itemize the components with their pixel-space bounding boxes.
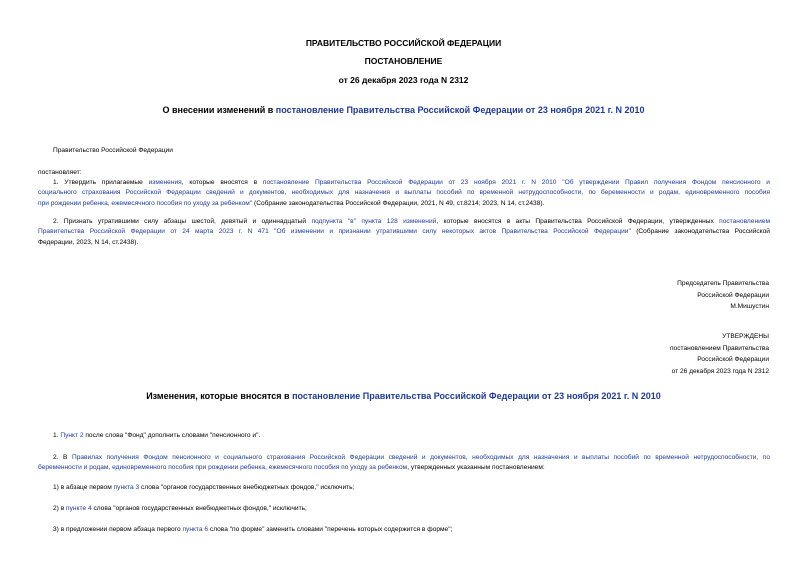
document-type: ПОСТАНОВЛЕНИЕ bbox=[364, 56, 443, 66]
preamble-government: Правительство Российской Федерации bbox=[53, 147, 173, 154]
government-heading: ПРАВИТЕЛЬСТВО РОССИЙСКОЙ ФЕДЕРАЦИИ bbox=[305, 38, 502, 48]
title-link-resolution[interactable]: постановление Правительства Российской Федерации от 23 ноября 2021 г. N 2010 bbox=[275, 105, 645, 115]
link-point-4[interactable]: пункте 4 bbox=[66, 505, 92, 512]
link-changes[interactable]: изменения bbox=[148, 179, 182, 186]
link-resolution-2010[interactable]: постановление Правительства Российской Федерации от 23 ноября 2021 г. N 2010 "Об утверждении Правил получения Фондом пенсионного и bbox=[262, 179, 770, 186]
link-point-6[interactable]: пункта 6 bbox=[182, 526, 209, 533]
signature-position-1: Председатель Правительства bbox=[677, 280, 769, 287]
paragraph-1: 1. Утвердить прилагаемые изменения, которые вносятся в постановление Правительства Российской Федерации от 23 ноября 2021 г. N 2010 "Об утверждении Правил получения Фондом пенсионного и социального страхования Российской Федерации сведений и документов, необходимых для назначения и выплаты пособий по временной нетрудоспособности, по беременности и родам, единовременного пособия при рождении ребенка, ежемесячного пособия по уходу за ребенком" (Собрание законодательства Российской Федерации, 2021, N 49, ст.8214; 2023, N 14, ст.2438). bbox=[38, 179, 770, 207]
title-prefix: О внесении изменений в bbox=[162, 105, 276, 115]
preamble-decides: постановляет: bbox=[38, 169, 82, 176]
paragraph-2: 2. Признать утратившими силу абзацы шестой, девятый и одиннадцатый подпункта "в" пункта 128 изменений, которые вносятся в акты Правительства Российской Федерации, утвержденных постановлением Правительства Российской Федерации от 24 марта 2023 г. N 471 "Об изменении и признании утратившими силу некоторых актов Правительства Российской Федерации" (Собрание законодательства Российской Федерации, 2023, N 14, ст.2438). bbox=[38, 218, 770, 246]
link-resolution-2010-cont[interactable]: социального страхования Российской Федерации сведений и документов, необходимых для назначения и выплаты пособий по временной нетрудоспособности, по беременности и родам, единовременного пособия bbox=[38, 189, 770, 197]
link-rules[interactable]: Правилах получения Фондом пенсионного и социального страхования Российской Федерации сведений и документов, необходимых для назначения и выплаты пособий по временной нетрудоспособности, по bbox=[71, 454, 770, 461]
approved-line-3: от 26 декабря 2023 года N 2312 bbox=[671, 367, 769, 375]
link-rules-cont[interactable]: беременности и родам, единовременного пособия при рождении ребенка, ежемесячного пособия по уходу за ребенком bbox=[38, 464, 408, 472]
changes-title-prefix: Изменения, которые вносятся в bbox=[146, 391, 293, 401]
approved-label: УТВЕРЖДЕНЫ bbox=[722, 333, 769, 340]
document-title bbox=[0, 105, 807, 115]
approved-line-2: Российской Федерации bbox=[697, 356, 769, 363]
subitem-3: 3) в предложении первом абзаца первого пункта 6 слова "по форме" заменить словами "перечень которых содержится в форме"; bbox=[53, 526, 453, 533]
link-item-2[interactable]: Пункт 2 bbox=[60, 432, 84, 439]
signature-position-2: Российской Федерации bbox=[697, 291, 769, 299]
change-item-2: 2. В Правилах получения Фондом пенсионного и социального страхования Российской Федерации сведений и документов, необходимых для назначения и выплаты пособий по временной нетрудоспособности, по беременности и родам, единовременного пособия при рождении ребенка, ежемесячного пособия по уходу за ребенком, утвержденных указанным постановлением: bbox=[38, 454, 770, 472]
link-resolution-471-cont[interactable]: Правительства Российской Федерации от 24 марта 2023 г. N 471 "Об изменении и признании утратившими силу некоторых актов Правительства Российской Федерации" bbox=[38, 228, 631, 236]
link-resolution-471[interactable]: постановлением bbox=[719, 218, 770, 225]
changes-title bbox=[0, 391, 807, 401]
change-item-1: 1. Пункт 2 после слова "Фонд" дополнить словами "пенсионного и". bbox=[53, 432, 261, 439]
link-subparagraph-v[interactable]: подпункта "в" пункта 128 изменений bbox=[311, 218, 437, 225]
changes-title-link[interactable]: постановление Правительства Российской Федерации от 23 ноября 2021 г. N 2010 bbox=[292, 391, 661, 401]
approved-line-1: постановлением Правительства bbox=[669, 344, 769, 352]
approved-block bbox=[670, 331, 769, 377]
signature-block bbox=[677, 278, 769, 313]
subitem-1: 1) в абзаце первом пункта 3 слова "органов государственных внебюджетных фондов," исключить; bbox=[53, 484, 355, 491]
link-point-3[interactable]: пункта 3 bbox=[113, 484, 140, 491]
signature-name: М.Мишустин bbox=[730, 303, 769, 310]
document-date-number: от 26 декабря 2023 года N 2312 bbox=[338, 75, 469, 85]
link-resolution-2010-end[interactable]: при рождении ребенка, ежемесячного пособия по уходу за ребенком" bbox=[38, 199, 253, 207]
subitem-2: 2) в пункте 4 слова "органов государственных внебюджетных фондов," исключить; bbox=[53, 505, 307, 512]
